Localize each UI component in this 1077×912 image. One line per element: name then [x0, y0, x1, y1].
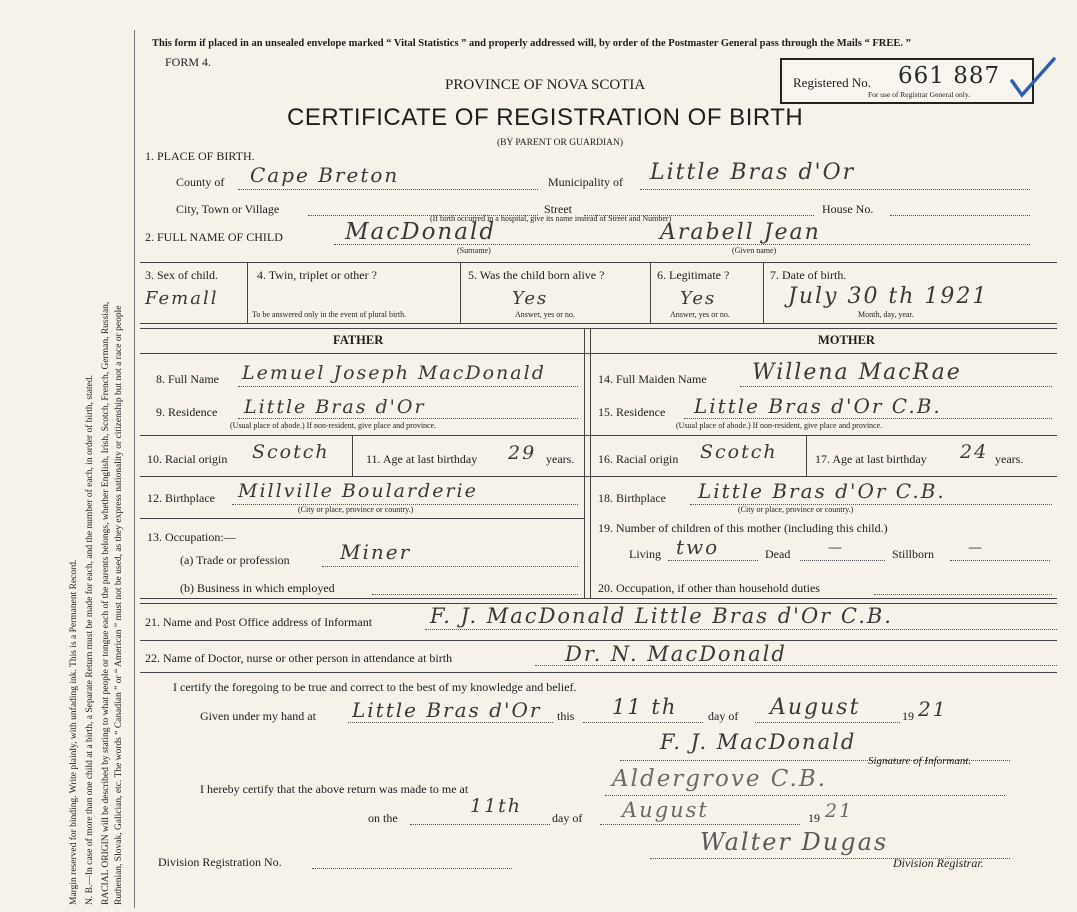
dead-label: Dead	[765, 547, 791, 561]
county-line	[238, 189, 538, 190]
informant-line	[425, 629, 1057, 630]
father-race-label: 10. Racial origin	[147, 452, 228, 466]
margin-note-nationality: Ruthenian, Slovak, Galician, etc. The words “ Canadian ” or “ American ” must not be used, as they express nationality or citizenship but not a race or people	[114, 305, 124, 905]
house-line	[890, 215, 1030, 216]
informant-signature: F. J. MacDonald	[660, 730, 857, 754]
father-residence-note: (Usual place of abode.) If non-resident, give place and province.	[230, 421, 437, 430]
registrar-signature-label: Division Registrar.	[893, 856, 984, 870]
rule	[140, 476, 1057, 477]
child-given-name: Arabell Jean	[660, 220, 821, 245]
rule	[140, 640, 1057, 641]
father-name-line	[238, 386, 578, 387]
legitimate-label: 6. Legitimate ?	[657, 268, 730, 282]
stillborn-label: Stillborn	[892, 547, 935, 561]
registrar-day: 11th	[470, 795, 523, 817]
dead-value: —	[828, 540, 844, 556]
mother-birthplace-label: 18. Birthplace	[598, 491, 666, 505]
month-line	[755, 722, 900, 723]
informant-label: 21. Name and Post Office address of Informant	[145, 615, 373, 629]
mother-residence-note: (Usual place of abode.) If non-resident, give place and province.	[676, 421, 883, 430]
registrar-day-of-label: day of	[552, 811, 583, 825]
alive-value: Yes	[512, 288, 549, 309]
children-count-label: 19. Number of children of this mother (including this child.)	[598, 521, 888, 535]
doctor-value: Dr. N. MacDonald	[565, 642, 787, 666]
rule	[140, 353, 1057, 354]
given-place: Little Bras d'Or	[352, 698, 542, 722]
mother-birthplace: Little Bras d'Or C.B.	[698, 479, 946, 503]
mail-notice: This form if placed in an unsealed envelope marked “ Vital Statistics ” and properly addressed will, by order of the Postmaster General pass through the Mails “ FREE. ”	[152, 38, 911, 49]
registration-label: Registered No.	[793, 75, 871, 90]
rule	[140, 328, 1057, 329]
rule	[140, 323, 1057, 324]
father-age-unit: years.	[546, 452, 575, 466]
trade-label: (a) Trade or profession	[180, 553, 290, 567]
living-value: two	[676, 535, 720, 559]
street-label: Street	[544, 202, 572, 216]
father-birthplace: Millville Boularderie	[238, 480, 478, 502]
twin-label: 4. Twin, triplet or other ?	[257, 268, 377, 282]
margin-rule	[134, 30, 135, 908]
registrar-place: Aldergrove C.B.	[612, 766, 828, 792]
legitimate-note: Answer, yes or no.	[670, 310, 730, 319]
province-heading: PROVINCE OF NOVA SCOTIA	[445, 77, 646, 93]
registrar-month-line	[600, 824, 800, 825]
rule	[140, 598, 1057, 599]
year-prefix: 19	[902, 709, 914, 723]
child-name-label: 2. FULL NAME OF CHILD	[145, 230, 283, 244]
certify-year: 21	[918, 697, 948, 721]
street-note: (If birth occurred in a hospital, give its name instead of Street and Number)	[430, 214, 672, 223]
city-label: City, Town or Village	[176, 202, 280, 216]
margin-note-racial-origin: RACIAL ORIGIN will be described by stating to what people or tongue each of the parents belongs, whether English, Irish, Scotch, French, German, Russian,	[101, 301, 111, 905]
business-label: (b) Business in which employed	[180, 581, 335, 595]
page-title: CERTIFICATE OF REGISTRATION OF BIRTH	[287, 104, 804, 131]
rule	[140, 262, 1057, 263]
on-the-label: on the	[368, 811, 398, 825]
rule	[140, 435, 1057, 436]
living-label: Living	[629, 547, 661, 561]
municipality-label: Municipality of	[548, 175, 623, 189]
registration-number: 661 887	[898, 63, 1001, 89]
stillborn-value: —	[968, 540, 984, 556]
mother-name: Willena MacRae	[752, 360, 962, 385]
county-value: Cape Breton	[250, 163, 400, 187]
rule	[460, 262, 461, 323]
given-place-line	[348, 722, 553, 723]
check-mark-icon	[1008, 55, 1058, 100]
alive-note: Answer, yes or no.	[515, 310, 575, 319]
trade-line	[322, 566, 578, 567]
doctor-label: 22. Name of Doctor, nurse or other person in attendance at birth	[145, 651, 453, 665]
stillborn-line	[950, 560, 1050, 561]
rule	[806, 435, 807, 476]
mother-residence-line	[684, 418, 1052, 419]
father-residence: Little Bras d'Or	[244, 396, 426, 418]
mother-race-label: 16. Racial origin	[598, 452, 679, 466]
alive-label: 5. Was the child born alive ?	[468, 268, 605, 282]
father-age: 29	[508, 442, 537, 464]
page-subtitle: (BY PARENT OR GUARDIAN)	[497, 138, 624, 148]
informant-value: F. J. MacDonald Little Bras d'Or C.B.	[430, 604, 893, 628]
sex-label: 3. Sex of child.	[145, 268, 218, 282]
mother-birthplace-note: (City or place, province or country.)	[738, 505, 854, 514]
dob-value: July 30 th 1921	[788, 284, 989, 309]
father-race: Scotch	[252, 441, 330, 463]
day-of-label: day of	[708, 709, 739, 723]
division-registration-line	[312, 868, 512, 869]
certify-month: August	[770, 695, 861, 720]
father-age-label: 11. Age at last birthday	[366, 452, 478, 466]
margin-note-binding: Margin reserved for binding. Write plainly, with unfading ink. This is a Permanent Record.	[69, 559, 79, 905]
house-label: House No.	[822, 202, 874, 216]
mother-heading: MOTHER	[818, 333, 875, 347]
dob-note: Month, day, year.	[858, 310, 914, 319]
rule	[584, 328, 585, 598]
dead-line	[800, 560, 885, 561]
registrar-year: 21	[825, 800, 854, 822]
given-under-label: Given under my hand at	[200, 709, 316, 723]
father-name-label: 8. Full Name	[156, 372, 219, 386]
mother-occupation-line	[874, 594, 1052, 595]
day-line	[583, 722, 703, 723]
father-occupation-label: 13. Occupation:—	[147, 530, 236, 544]
rule	[650, 262, 651, 323]
trade-value: Miner	[340, 540, 412, 564]
county-label: County of	[176, 175, 225, 189]
father-residence-label: 9. Residence	[156, 405, 218, 419]
father-birthplace-label: 12. Birthplace	[147, 491, 215, 505]
registrar-text: I hereby certify that the above return was made to me at	[200, 782, 469, 796]
mother-name-label: 14. Full Maiden Name	[598, 372, 707, 386]
dob-label: 7. Date of birth.	[770, 268, 847, 282]
mother-occupation-label: 20. Occupation, if other than household duties	[598, 581, 820, 595]
place-heading: 1. PLACE OF BIRTH.	[145, 149, 255, 163]
rule	[590, 328, 591, 598]
surname-note: (Surname)	[457, 246, 491, 255]
father-birthplace-note: (City or place, province or country.)	[298, 505, 414, 514]
mother-age: 24	[960, 441, 989, 463]
rule	[140, 672, 1057, 673]
rule	[352, 435, 353, 476]
sex-value: Femall	[145, 288, 219, 309]
municipality-line	[640, 189, 1030, 190]
certify-day: 11 th	[612, 695, 678, 719]
mother-age-unit: years.	[995, 452, 1024, 466]
given-note: (Given name)	[732, 246, 777, 255]
municipality-value: Little Bras d'Or	[650, 160, 856, 185]
mother-residence-label: 15. Residence	[598, 405, 666, 419]
father-heading: FATHER	[333, 333, 384, 347]
division-registration-label: Division Registration No.	[158, 855, 282, 869]
registrar-day-line	[410, 824, 550, 825]
rule	[763, 262, 764, 323]
mother-residence: Little Bras d'Or C.B.	[694, 394, 942, 418]
registrar-place-line	[605, 795, 1005, 796]
this-label: this	[557, 709, 575, 723]
living-line	[668, 560, 758, 561]
rule	[247, 262, 248, 323]
margin-note-multiple-birth: N. B.—In case of more than one child at a birth, a Separate Return must be made for each, and the number of each, in order of birth, stated.	[85, 375, 95, 905]
registrar-signature: Walter Dugas	[700, 828, 889, 856]
form-number: FORM 4.	[165, 55, 212, 69]
informant-signature-label: Signature of Informant.	[868, 755, 972, 767]
twin-note: To be answered only in the event of plural birth.	[252, 310, 407, 319]
business-line	[372, 594, 578, 595]
mother-name-line	[740, 386, 1052, 387]
registration-note: For use of Registrar General only.	[868, 90, 970, 99]
legitimate-value: Yes	[680, 288, 717, 309]
father-name: Lemuel Joseph MacDonald	[242, 362, 546, 384]
rule	[140, 518, 584, 519]
father-residence-line	[238, 418, 578, 419]
mother-race: Scotch	[700, 441, 778, 463]
mother-age-label: 17. Age at last birthday	[815, 452, 927, 466]
child-surname: MacDonald	[345, 219, 497, 245]
certify-text: I certify the foregoing to be true and correct to the best of my knowledge and belief.	[173, 680, 577, 694]
registrar-year-prefix: 19	[808, 811, 820, 825]
registrar-month: August	[622, 798, 709, 822]
